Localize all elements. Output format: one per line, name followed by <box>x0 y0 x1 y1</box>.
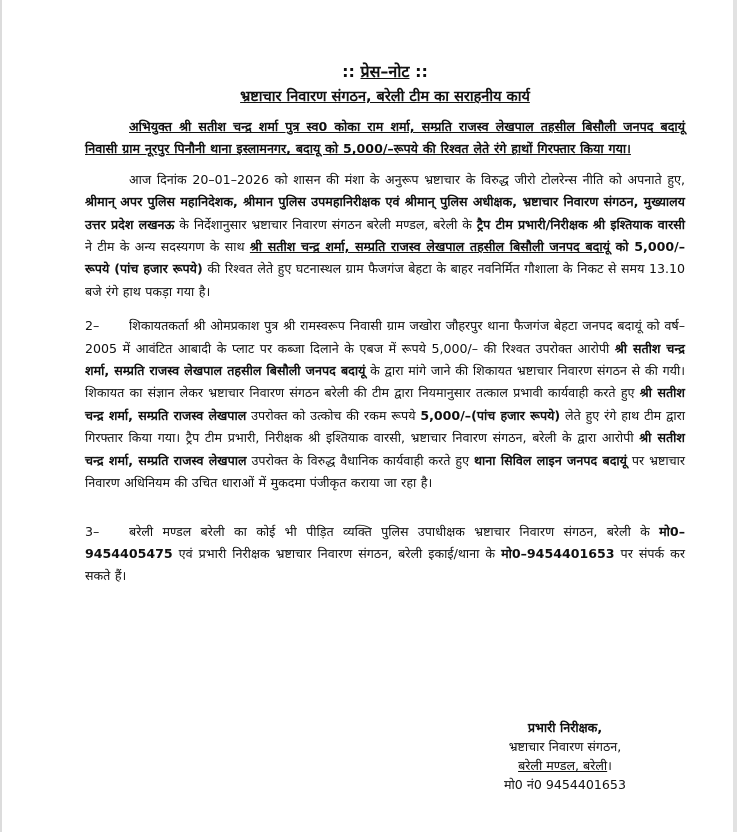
p1-accused: श्री सतीश चन्द्र शर्मा, सम्प्रति राजस्व लेखपाल तहसील बिसौली जनपद बदायूं <box>249 239 610 255</box>
p1-text-3: ने टीम के अन्य सदस्यगण के साथ <box>85 239 250 255</box>
paragraph-3 <box>85 521 685 588</box>
p2-text-2: के द्वारा मांगे जाने की शिकायत भ्रष्टाचार निवारण संगठन से की गयी। शिकायत का संज्ञान लेकर भ्रष्टाचार निवारण संगठन बरेली की टीम द्वारा नियमानुसार तत्काल प्रभावी कार्यवाही करते हुए <box>85 363 686 401</box>
signature-block <box>470 718 660 794</box>
press-note-subtitle <box>85 86 685 114</box>
press-note <box>85 60 685 588</box>
p2-amount: 5,000/–(पांच हजार रूपये) <box>420 407 561 423</box>
paragraph-2 <box>85 315 685 494</box>
title-main: प्रेस–नोट <box>360 62 410 81</box>
title-prefix: :: <box>342 62 355 81</box>
paragraph-1 <box>85 169 685 303</box>
page-right-edge <box>733 0 737 832</box>
signature-office: बरेली मण्डल, बरेली <box>518 758 608 773</box>
page-left-edge <box>0 0 2 832</box>
p1-text-1: आज दिनांक 20–01–2026 को शासन की मंशा के अनुरूप भ्रष्टाचार के विरुद्ध जीरो टोलरेन्स नीति को अपनाते हुए, <box>129 171 685 187</box>
p3-phone-2: मो0–9454401653 <box>501 545 615 561</box>
p2-text-3: उपरोक्त को उत्कोच की रकम रूपये <box>246 407 421 423</box>
p2-accused-3: श्री सतीश चन्द्र शर्मा, सम्प्रति राजस्व लेखपाल <box>85 430 685 468</box>
p1-officials: श्रीमान् अपर पुलिस महानिदेशक, श्रीमान पुलिस उपमहानिरीक्षक एवं श्रीमान् पुलिस अधीक्षक, भ्रष्टाचार निवारण संगठन, मुख्यालय उत्तर प्रदेश लखनऊ <box>85 194 685 232</box>
p2-number: 2– <box>85 318 100 334</box>
p2-text-6: पर भ्रष्टाचार निवारण अधिनियम की उचित धाराओं में मुकदमा पंजीकृत कराया जा रहा है। <box>85 452 685 491</box>
signature-organisation: भ्रष्टाचार निवारण संगठन, <box>508 739 622 754</box>
p1-text-4: की रिश्वत लेते हुए घटनास्थल ग्राम फैजगंज बेहटा के बाहर नवनिर्मित गौशाला के निकट से समय 13.10 बजे रंगे हाथ पकड़ा गया है। <box>85 261 686 299</box>
p3-phone-1: मो0–9454405475 <box>85 523 685 561</box>
p2-police-station: थाना सिविल लाइन जनपद बदायूं <box>473 452 627 468</box>
p1-amount: को 5,000/–रूपये (पांच हजार रूपये) <box>85 239 686 277</box>
p2-text-4: लेते हुए रंगे हाथ टीम द्वारा गिरफ्तार किया गया। ट्रैप टीम प्रभारी, निरीक्षक श्री इश्तियाक वारसी, भ्रष्टाचार निवारण संगठन, बरेली के द्वारा आरोपी <box>85 407 685 446</box>
subtitle-text: भ्रष्टाचार निवारण संगठन, बरेली टीम का सराहनीय कार्य <box>240 89 530 105</box>
p3-text-3: पर संपर्क कर सकते हैं। <box>85 545 685 584</box>
signature-phone: मो0 नं0 9454401653 <box>504 777 626 792</box>
p3-text-1: बरेली मण्डल बरेली का कोई भी पीड़ित व्यक्ति पुलिस उपाधीक्षक भ्रष्टाचार निवारण संगठन, बरेली के <box>129 523 660 539</box>
p2-text-5: उपरोक्त के विरुद्ध वैधानिक कार्यवाही करते हुए <box>246 452 474 468</box>
p2-accused-2: श्री सतीश चन्द्र शर्मा, सम्प्रति राजस्व लेखपाल <box>85 385 685 423</box>
p3-number: 3– <box>85 523 100 539</box>
signature-designation: प्रभारी निरीक्षक, <box>527 720 603 735</box>
signature-office-end: । <box>607 758 612 773</box>
title-suffix: :: <box>415 62 428 81</box>
p2-accused-1: श्री सतीश चन्द्र शर्मा, सम्प्रति राजस्व लेखपाल तहसील बिसौली जनपद बदायूं <box>85 340 685 379</box>
p2-text-1: शिकायतकर्ता श्री ओमप्रकाश पुत्र श्री रामस्वरूप निवासी ग्राम जखोरा जौहरपुर थाना फैजगंज बेहटा जनपद बदायूं को वर्ष–2005 में आवंटित आबादी के प्लाट पर कब्जा दिलाने के एबज में रूपये 5,000/– की रिश्वत उपरोक्त आरोपी <box>85 318 685 356</box>
p1-text-2: के निर्देशानुसार भ्रष्टाचार निवारण संगठन बरेली मण्डल, बरेली के <box>174 216 477 232</box>
p1-trap-team: ट्रैप टीम प्रभारी/निरीक्षक श्री इश्तियाक वारसी <box>476 216 685 232</box>
p3-text-2: एवं प्रभारी निरीक्षक भ्रष्टाचार निवारण संगठन, बरेली इकाई/थाना के <box>172 545 502 561</box>
lead-summary <box>85 116 685 161</box>
press-note-title <box>85 60 685 86</box>
lead-text: अभियुक्त श्री सतीश चन्द्र शर्मा पुत्र स्व0 कोका राम शर्मा, सम्प्रति राजस्व लेखपाल तहसील बिसौली जनपद बदायूं निवासी ग्राम नूरपुर पिनौनी थाना इस्लामनगर, बदायू को 5,000/–रूपये की रिश्वत लेते रंगे हाथों गिरफ्तार किया गया। <box>85 119 685 157</box>
signature-office-line <box>470 756 660 775</box>
